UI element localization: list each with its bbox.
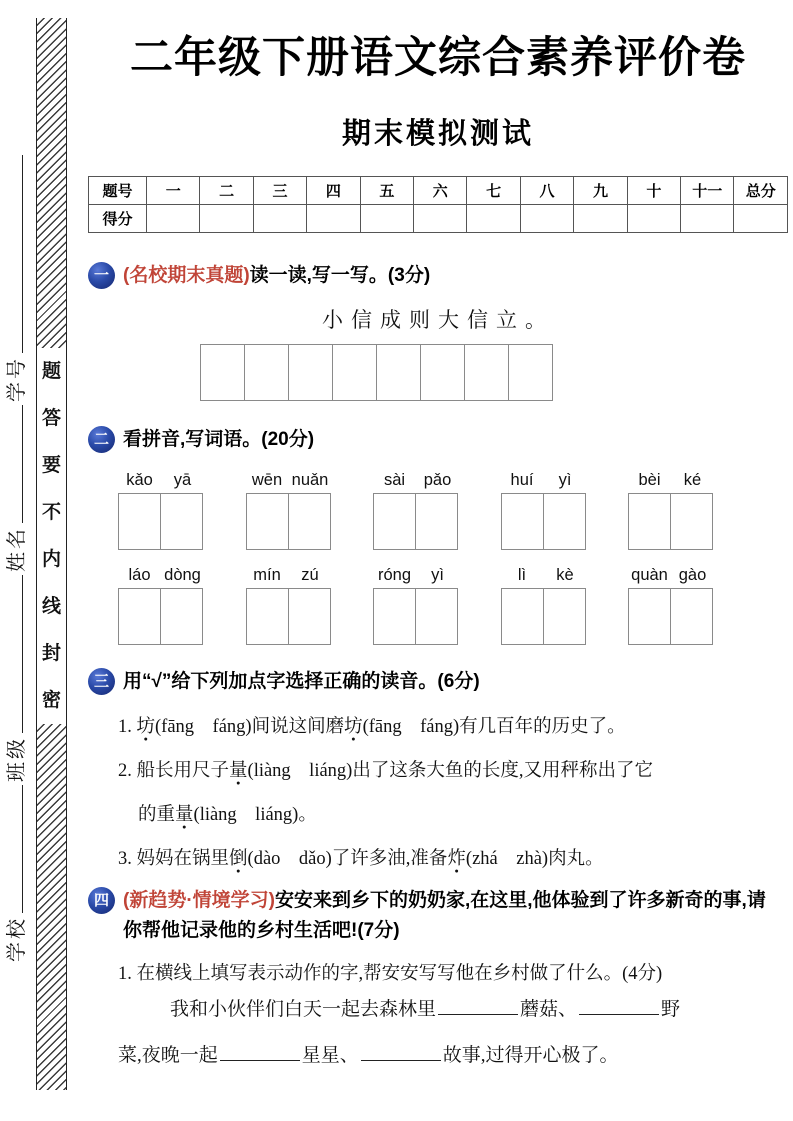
char-box	[288, 344, 333, 401]
pinyin-syllable: mín	[253, 565, 281, 584]
pinyin-syllable: dòng	[164, 565, 201, 584]
pinyin-syllable: lì	[517, 565, 527, 584]
pinyin-syllable: huí	[510, 470, 534, 489]
text-segment: (liàng liáng)。	[193, 805, 317, 826]
seal-char: 线	[41, 596, 61, 617]
score-table-column: 八	[520, 177, 573, 205]
word-boxes	[373, 493, 459, 550]
section-4-title-text: 安安来到乡下的奶奶家,在这里,他体验到了许多新奇的事,请你帮他记录他的乡村生活吧!(7分)	[123, 890, 766, 941]
pinyin-label	[246, 471, 332, 490]
text-segment: 的重	[138, 805, 176, 826]
seal-char: 要	[41, 455, 61, 476]
section-4-title	[123, 886, 783, 945]
seal-chars	[37, 348, 66, 724]
score-table-column: 十一	[681, 177, 734, 205]
fill-line	[118, 1033, 788, 1079]
pinyin-syllable: gào	[678, 565, 707, 584]
char-box	[420, 344, 465, 401]
score-table-score-row	[89, 205, 788, 233]
word-box-cell	[501, 588, 544, 645]
student-field-blank	[8, 155, 23, 353]
pinyin-syllable: zú	[301, 565, 319, 584]
dotted-char: 坊 ●	[344, 715, 363, 740]
pinyin-group	[246, 471, 332, 550]
word-box-cell	[373, 588, 416, 645]
text-segment: 1.	[118, 717, 137, 738]
text-segment: (dào dǎo)了许多油,准备	[247, 849, 448, 870]
text-segment: 菜,夜晚一起	[118, 1045, 218, 1067]
word-box-cell	[543, 493, 586, 550]
score-table-header-row	[89, 177, 788, 205]
seal-char: 封	[41, 643, 61, 664]
score-table-column: 三	[253, 177, 306, 205]
pinyin-syllable: wēn	[251, 470, 283, 489]
section-3-items	[88, 715, 788, 872]
score-cell	[574, 205, 627, 233]
pinyin-group	[628, 566, 714, 645]
answer-blank	[579, 997, 659, 1015]
char-box	[464, 344, 509, 401]
student-field-blank	[8, 575, 23, 733]
answer-blank	[220, 1043, 300, 1061]
section-4-header	[88, 886, 788, 945]
score-table	[88, 176, 788, 233]
dotted-char: 倒 ●	[229, 847, 248, 872]
question-item	[88, 847, 788, 872]
copy-sentence: 小信成则大信立。	[322, 308, 554, 333]
pinyin-group	[501, 566, 587, 645]
section-4-subquestion: 1. 在横线上填写表示动作的字,帮安安写写他在乡村做了什么。(4分)	[118, 964, 663, 985]
score-table-column: 四	[307, 177, 360, 205]
pinyin-group	[246, 566, 332, 645]
char-box	[376, 344, 421, 401]
student-field-label: 学校	[6, 916, 28, 962]
question-line	[118, 847, 788, 872]
text-segment: (fāng fáng)有几百年的历史了。	[362, 717, 626, 738]
seal-char: 密	[41, 690, 61, 711]
text-segment: 故事,过得开心极了。	[442, 1045, 619, 1067]
word-box-cell	[118, 493, 161, 550]
dotted-char: 炸 ●	[447, 847, 466, 872]
pinyin-syllable: nuǎn	[291, 470, 329, 489]
word-box-cell	[160, 588, 203, 645]
question-line	[118, 759, 788, 784]
word-box-cell	[415, 493, 458, 550]
seal-char: 答	[41, 408, 61, 429]
pinyin-label	[628, 566, 714, 585]
question-line	[118, 715, 788, 740]
seal-char: 题	[41, 361, 61, 382]
pinyin-syllable: yì	[431, 565, 444, 584]
pinyin-syllable: kǎo	[126, 470, 153, 489]
text-segment: (fāng fáng)间说这间磨	[155, 717, 345, 738]
word-boxes	[373, 588, 459, 645]
score-table-header-label: 题号	[89, 177, 147, 205]
text-segment: 我和小伙伴们白天一起去森林里	[170, 999, 437, 1021]
pinyin-group	[373, 566, 459, 645]
score-table-column: 七	[467, 177, 520, 205]
score-table-column: 一	[147, 177, 200, 205]
text-segment: 2. 船长用尺子	[118, 761, 230, 782]
word-box-cell	[628, 588, 671, 645]
score-cell	[200, 205, 253, 233]
score-table-column: 六	[414, 177, 467, 205]
char-box	[244, 344, 289, 401]
fill-paragraph	[88, 987, 788, 1079]
word-box-cell	[373, 493, 416, 550]
section-3-badge: 三	[88, 668, 115, 695]
section-3-title: 用“√”给下列加点字选择正确的读音。(6分)	[123, 670, 480, 692]
pinyin-label	[246, 566, 332, 585]
score-cell	[253, 205, 306, 233]
score-cell	[734, 205, 788, 233]
section-4-tag: (新趋势·情境学习)	[123, 890, 275, 912]
pinyin-group	[118, 566, 204, 645]
score-table-score-label: 得分	[89, 205, 147, 233]
student-field-label: 班级	[6, 736, 28, 782]
char-box	[200, 344, 245, 401]
score-cell	[414, 205, 467, 233]
dotted-char: 坊 ●	[137, 715, 156, 740]
question-line	[118, 803, 788, 828]
word-box-cell	[670, 588, 713, 645]
word-box-cell	[246, 588, 289, 645]
word-box-cell	[543, 588, 586, 645]
student-field-label: 姓名	[6, 526, 28, 572]
score-cell	[360, 205, 413, 233]
score-cell	[520, 205, 573, 233]
pinyin-syllable: bèi	[638, 470, 661, 489]
word-boxes	[118, 493, 204, 550]
pinyin-group	[373, 471, 459, 550]
text-segment: 野	[661, 999, 681, 1021]
word-box-cell	[160, 493, 203, 550]
score-table-column: 二	[200, 177, 253, 205]
student-field-label: 学号	[6, 356, 28, 402]
char-box	[332, 344, 377, 401]
pinyin-label	[118, 471, 204, 490]
student-field-blank	[8, 405, 23, 523]
answer-blank	[361, 1043, 441, 1061]
seal-line-strip	[36, 18, 67, 1090]
score-cell	[467, 205, 520, 233]
section-1-tag: (名校期末真题)	[123, 265, 250, 286]
page-subtitle: 期末模拟测试	[341, 118, 534, 150]
pinyin-syllable: yì	[558, 470, 572, 489]
student-field-blank	[8, 785, 23, 913]
word-box-cell	[628, 493, 671, 550]
score-table-column: 九	[574, 177, 627, 205]
word-box-cell	[501, 493, 544, 550]
pinyin-label	[373, 471, 459, 490]
score-table-column: 十	[627, 177, 680, 205]
word-box-cell	[415, 588, 458, 645]
pinyin-group	[628, 471, 714, 550]
word-box-cell	[118, 588, 161, 645]
word-boxes	[501, 588, 587, 645]
section-1-title-text: 读一读,写一写。(3分)	[249, 265, 431, 286]
answer-blank	[438, 997, 518, 1015]
pinyin-label	[373, 566, 459, 585]
text-segment: (liàng liáng)出了这条大鱼的长度,又用秤称出了它	[247, 761, 653, 782]
copy-grid	[200, 344, 788, 401]
pinyin-syllable: yā	[173, 470, 192, 489]
pinyin-row-2	[118, 566, 714, 645]
fill-line	[118, 987, 788, 1033]
pinyin-syllable: quàn	[631, 565, 668, 584]
dotted-char: 量 ●	[175, 803, 194, 828]
word-box-cell	[670, 493, 713, 550]
word-boxes	[246, 493, 332, 550]
seal-char: 不	[41, 502, 61, 523]
dotted-char: 量 ●	[229, 759, 248, 784]
pinyin-syllable: kè	[556, 565, 574, 584]
section-2-badge: 二	[88, 426, 115, 453]
section-1-title	[123, 261, 430, 290]
word-box-cell	[288, 493, 331, 550]
section-4-badge: 四	[88, 887, 115, 914]
word-boxes	[246, 588, 332, 645]
score-cell	[681, 205, 734, 233]
exam-page	[88, 0, 788, 1079]
word-boxes	[628, 493, 714, 550]
section-2-header	[88, 425, 788, 454]
seal-char: 内	[41, 549, 61, 570]
score-table-column: 总分	[734, 177, 788, 205]
seal-hatch-top	[37, 18, 66, 348]
pinyin-syllable: sài	[383, 470, 406, 489]
section-1-badge: 一	[88, 262, 115, 289]
page-title: 二年级下册语文综合素养评价卷	[130, 34, 746, 82]
pinyin-syllable: ké	[683, 470, 702, 489]
sidebar-student-fields	[0, 158, 36, 968]
pinyin-syllable: pǎo	[423, 470, 452, 489]
score-cell	[627, 205, 680, 233]
word-boxes	[501, 493, 587, 550]
word-boxes	[118, 588, 204, 645]
question-item	[88, 715, 788, 740]
word-box-cell	[246, 493, 289, 550]
question-item	[88, 759, 788, 828]
pinyin-label	[501, 566, 587, 585]
text-segment: 星星、	[301, 1045, 359, 1067]
section-1-header	[88, 261, 788, 290]
pinyin-syllable: láo	[128, 565, 151, 584]
score-cell	[147, 205, 200, 233]
pinyin-group	[501, 471, 587, 550]
pinyin-syllable: róng	[377, 565, 412, 584]
pinyin-row-1	[118, 471, 714, 550]
score-cell	[307, 205, 360, 233]
seal-hatch-bottom	[37, 724, 66, 1090]
pinyin-label	[501, 471, 587, 490]
word-boxes	[628, 588, 714, 645]
section-3-header	[88, 667, 788, 696]
text-segment: 3. 妈妈在锅里	[118, 849, 230, 870]
pinyin-group	[118, 471, 204, 550]
text-segment: 蘑菇、	[520, 999, 578, 1021]
text-segment: (zhá zhà)肉丸。	[465, 849, 604, 870]
pinyin-label	[628, 471, 714, 490]
char-box	[508, 344, 553, 401]
section-2-title: 看拼音,写词语。(20分)	[123, 429, 315, 451]
pinyin-label	[118, 566, 204, 585]
word-box-cell	[288, 588, 331, 645]
score-table-column: 五	[360, 177, 413, 205]
